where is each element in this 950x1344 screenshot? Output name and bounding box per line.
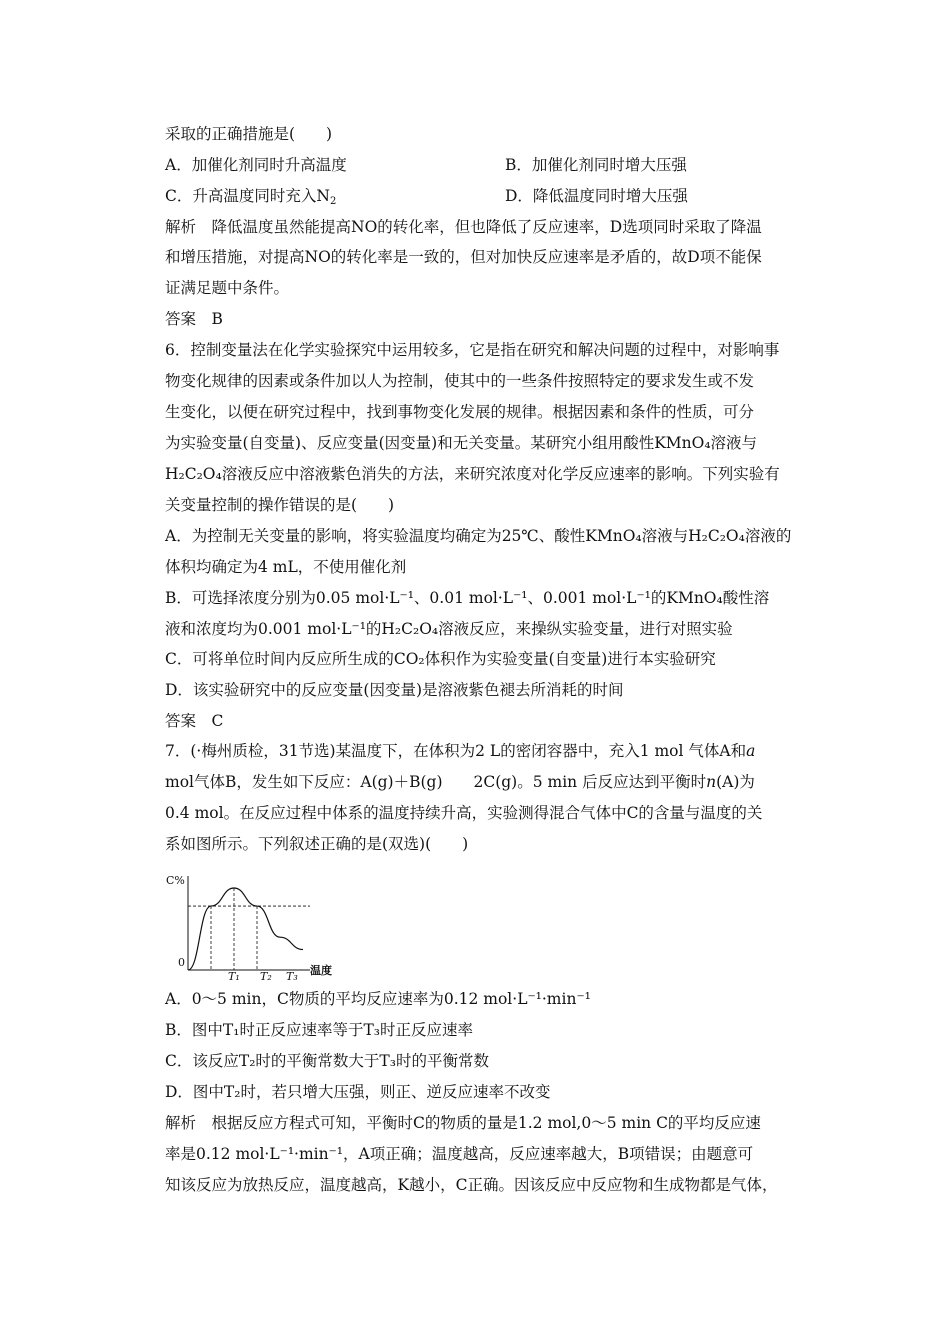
q6-answer: 答案 C [165,712,224,730]
q7-stem-1: 7．(·梅州质检，31节选)某温度下，在体积为2 L的密闭容器中，充入1 mol 气体A和a [165,742,756,760]
q7-option-c: C．该反应T₂时的平衡常数大于T₃时的平衡常数 [165,1052,489,1070]
q6-stem-6: 关变量控制的操作错误的是( ) [165,496,395,514]
q5-option-c: C．升高温度同时充入$N_2$ [165,187,337,207]
q6-option-a-1: A．为控制无关变量的影响，将实验温度均确定为25℃、酸性KMnO₄溶液与H₂C₂O₄溶液的 [165,527,792,545]
c-percent-curve [188,888,303,970]
q5-stem-tail: 采取的正确措施是( ) [165,125,333,143]
q7-option-b: B．图中T₁时正反应速率等于T₃时正反应速率 [165,1021,473,1039]
q6-option-b-2: 液和浓度均为0.001 mol·L⁻¹的H₂C₂O₄溶液反应，来操纵实验变量，进行对照实验 [165,620,733,638]
q7-analysis-2: 率是0.12 mol·L⁻¹·min⁻¹，A项正确；温度越高，反应速率越大，B项错误；由题意可 [165,1145,754,1163]
q7-stem-4: 系如图所示。下列叙述正确的是(双选)( ) [165,835,469,853]
q6-option-c: C．可将单位时间内反应所生成的CO₂体积作为实验变量(自变量)进行本实验研究 [165,650,716,668]
q7-stem-3: 0.4 mol。在反应过程中体系的温度持续升高，实验测得混合气体中C的含量与温度的关 [165,804,763,822]
y-axis-label: C% [166,874,185,887]
q5-answer: 答案 B [165,310,223,328]
q6-option-d: D．该实验研究中的反应变量(因变量)是溶液紫色褪去所消耗的时间 [165,681,624,699]
q6-option-a-2: 体积均确定为4 mL，不使用催化剂 [165,558,407,576]
q6-stem-4: 为实验变量(自变量)、反应变量(因变量)和无关变量。某研究小组用酸性KMnO₄溶液与 [165,434,758,452]
q6-stem-2: 物变化规律的因素或条件加以人为控制，使其中的一些条件按照特定的要求发生或不发 [165,372,755,390]
q5-option-d: D．降低温度同时增大压强 [505,187,688,205]
tick-label-t1: T₁ [228,970,240,982]
q7-stem-2: mol气体B，发生如下反应：A(g)＋B(g) 2C(g)。5 min 后反应达到平衡时n(A)为 [165,773,755,791]
q6-stem-1: 6．控制变量法在化学实验探究中运用较多，它是指在研究和解决问题的过程中，对影响事 [165,341,780,359]
q6-stem-3: 生变化，以便在研究过程中，找到事物变化发展的规律。根据因素和条件的性质，可分 [165,403,755,421]
tick-label-t3: T₃ [286,970,298,982]
q7-analysis-1: 解析 根据反应方程式可知，平衡时C的物质的量是1.2 mol,0～5 min C的平均反应速 [165,1114,761,1132]
q5-analysis-3: 证满足题中条件。 [165,279,290,297]
q5-analysis-1: 解析 降低温度虽然能提高NO的转化率，但也降低了反应速率，D选项同时采取了降温 [165,218,762,236]
q5-option-a: A．加催化剂同时升高温度 [165,156,347,174]
tick-label-t2: T₂ [260,970,272,982]
c-percent-vs-temperature-chart [160,870,350,982]
origin-label: 0 [178,956,185,969]
q6-option-b-1: B．可选择浓度分别为0.05 mol·L⁻¹、0.01 mol·L⁻¹、0.001 mol·L⁻¹的KMnO₄酸性溶 [165,589,770,607]
q5-analysis-2: 和增压措施，对提高NO的转化率是一致的，但对加快反应速率是矛盾的，故D项不能保 [165,248,762,266]
q7-option-a: A．0～5 min，C物质的平均反应速率为0.12 mol·L⁻¹·min⁻¹ [165,990,591,1008]
q5-option-b: B．加催化剂同时增大压强 [505,156,687,174]
q7-option-d: D．图中T₂时，若只增大压强，则正、逆反应速率不改变 [165,1083,551,1101]
q6-stem-5: H₂C₂O₄溶液反应中溶液紫色消失的方法，来研究浓度对化学反应速率的影响。下列实验有 [165,465,780,483]
q7-analysis-3: 知该反应为放热反应，温度越高，K越小，C正确。因该反应中反应物和生成物都是气体， [165,1176,778,1194]
x-axis-label: 温度 [310,964,332,977]
